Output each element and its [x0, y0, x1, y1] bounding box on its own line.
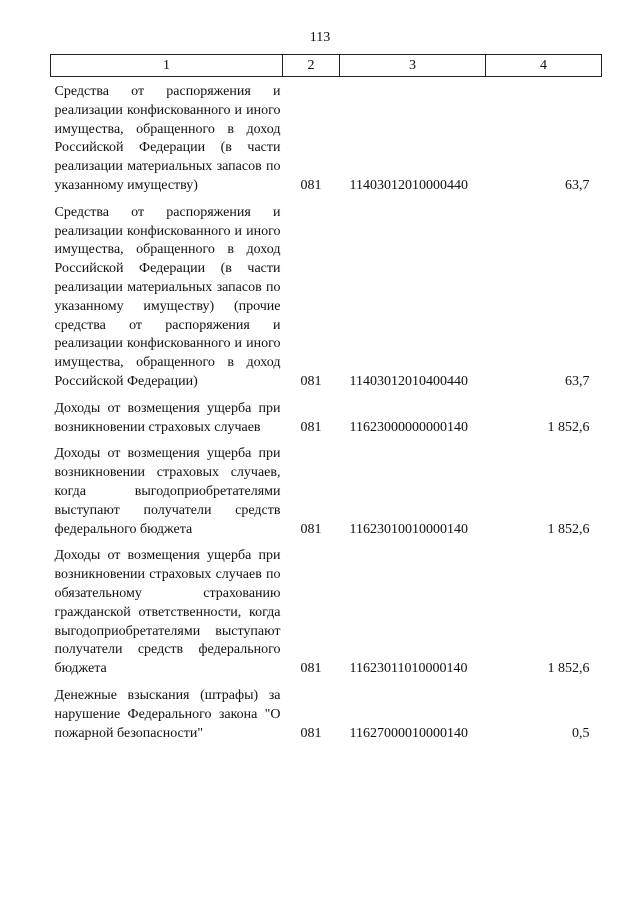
amount-value: 63,7	[565, 177, 590, 193]
administrator-code: 081	[300, 177, 322, 193]
budget-revenue-table	[50, 54, 602, 751]
column-header-2: 2	[283, 55, 340, 77]
budget-classification-code: 11623011010000140	[349, 661, 468, 677]
revenue-name: Доходы от возмещения ущерба при возникновении страховых случаев, когда выгодоприобретателями выступают получатели средств федерального бюджета	[54, 446, 281, 537]
administrator-code: 081	[300, 661, 322, 677]
revenue-name: Средства от распоряжения и реализации конфискованного и иного имущества, обращенного в доход Российской Федерации (в части реализации материальных запасов по указанному имуществу) (прочие средства от распоряжения и реализации конфискованного и иного имущества, обращенного в доход Российской Федерации)	[54, 204, 281, 389]
administrator-code: 081	[300, 725, 322, 741]
page-number: 113	[309, 30, 331, 45]
column-header-4: 4	[486, 55, 602, 77]
column-header-1: 1	[51, 55, 283, 77]
revenue-name: Доходы от возмещения ущерба при возникновении страховых случаев	[54, 400, 281, 435]
table-row	[51, 547, 602, 687]
table-header-row	[51, 55, 602, 77]
table-row	[51, 204, 602, 400]
amount-value: 63,7	[565, 373, 590, 389]
budget-classification-code: 11623010010000140	[349, 521, 468, 537]
amount-value: 1 852,6	[547, 521, 590, 537]
amount-value: 1 852,6	[547, 661, 590, 677]
revenue-name: Денежные взыскания (штрафы) за нарушение Федерального закона "О пожарной безопасности"	[54, 687, 281, 741]
revenue-name: Доходы от возмещения ущерба при возникновении страховых случаев по обязательному страхованию гражданской ответственности, когда выгодоприобретателями выступают получатели средств федерального бюджета	[54, 548, 281, 677]
budget-classification-code: 11627000010000140	[349, 725, 468, 741]
administrator-code: 081	[300, 521, 322, 537]
amount-value: 0,5	[572, 725, 590, 741]
table-row	[51, 687, 602, 751]
budget-classification-code: 11623000000000140	[349, 419, 468, 435]
table-row	[51, 400, 602, 446]
budget-classification-code: 11403012010400440	[349, 373, 468, 389]
table-row	[51, 445, 602, 547]
revenue-name: Средства от распоряжения и реализации конфискованного и иного имущества, обращенного в доход Российской Федерации (в части реализации материальных запасов по указанному имуществу)	[54, 84, 281, 193]
administrator-code: 081	[300, 419, 322, 435]
budget-classification-code: 11403012010000440	[349, 177, 468, 193]
column-header-3: 3	[340, 55, 486, 77]
table-row	[51, 77, 602, 204]
amount-value: 1 852,6	[547, 419, 590, 435]
administrator-code: 081	[300, 373, 322, 389]
